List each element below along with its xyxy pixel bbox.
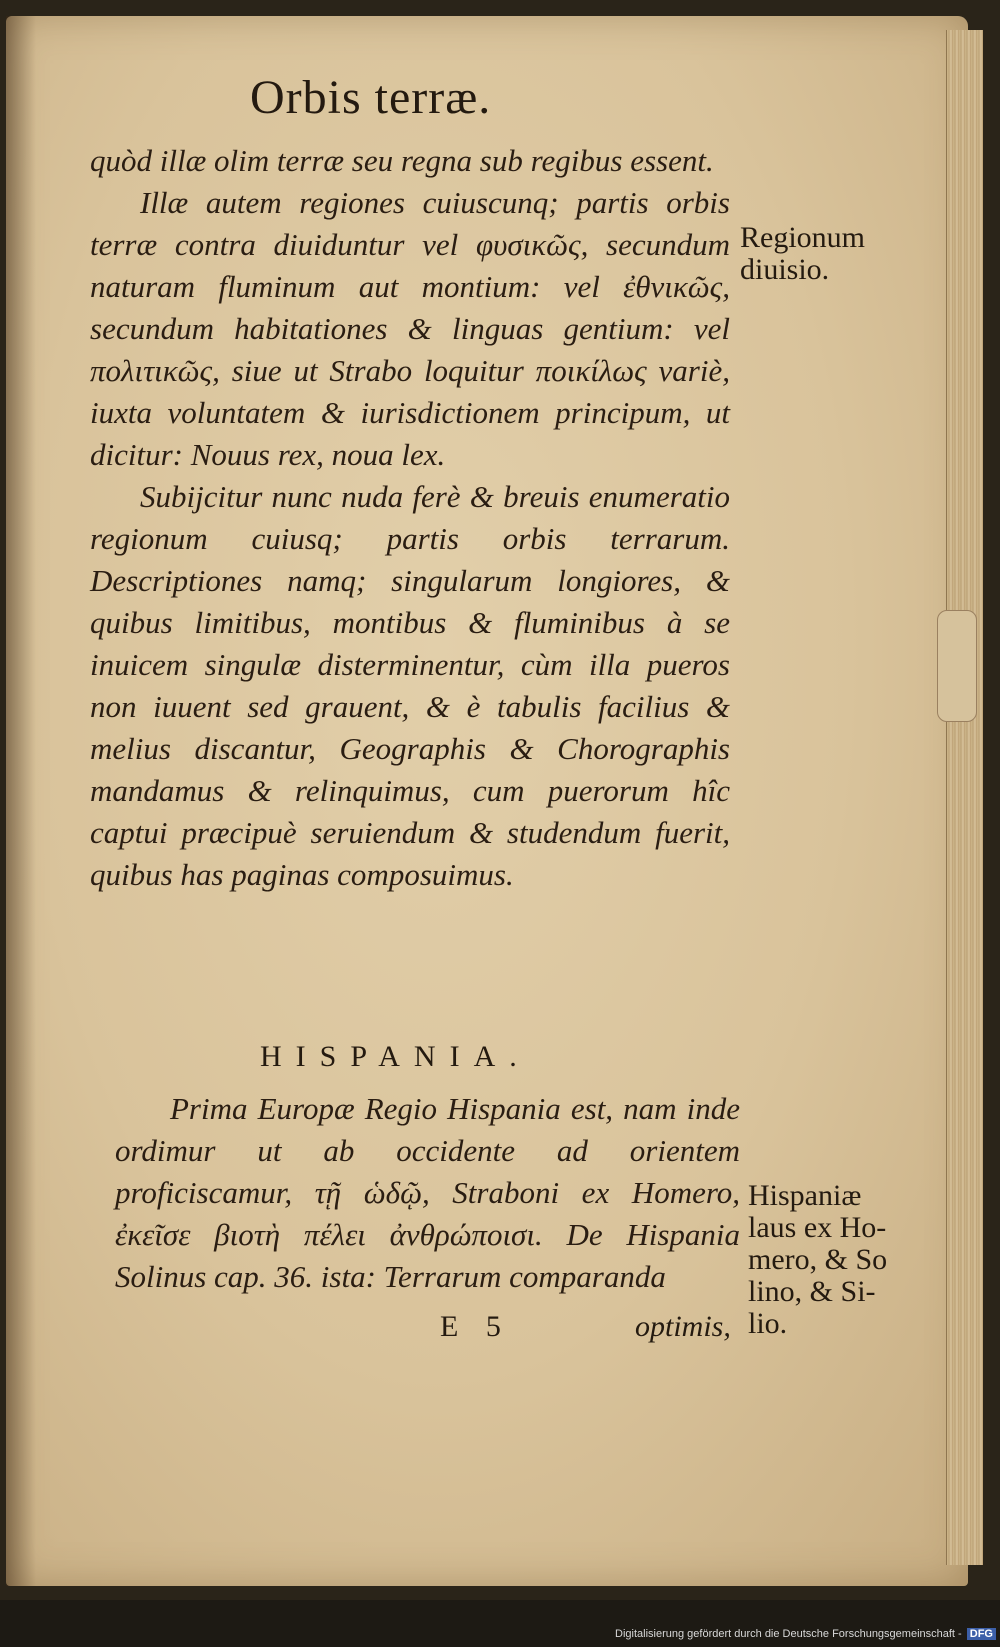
paragraph: Prima Europæ Regio Hispania est, nam inde ordimur ut ab occidente ad orientem proficiscamur, τῇ ὡδῷ, Straboni ex Homero, ἐκεῖσε βιοτὴ πέλει ἀνθρώποισι. De Hispania Solinus cap. 36. ista: Terrarum comparanda (115, 1091, 740, 1294)
marginal-note: Hispaniæ laus ex Ho- mero, & So lino, & Si- lio. (748, 1179, 888, 1340)
marginal-note: Regionum diuisio. (740, 221, 865, 286)
paragraph: Subijcitur nunc nuda ferè & breuis enumeratio regionum cuiusq; partis orbis terrarum. Descriptiones namq; singularum longiores, & quibus limitibus, montibus & fluminibus à se inuicem singulæ disterminentur, cùm illa pueros non iuuent sed grauent, & è tabulis facilius & melius discantur, Geographis & Chorographis mandamus & relinquimus, cum puerorum hîc captui præcipuè seruiendum & studendum fuerit, quibus has paginas composuimus. (90, 479, 730, 892)
page-edges (946, 30, 983, 1565)
spine-shadow (6, 16, 36, 1586)
signature-mark: E 5 (440, 1310, 511, 1343)
dfg-logo[interactable]: DFG (967, 1628, 996, 1640)
footer-credit-text: Digitalisierung gefördert durch die Deutsche Forschungsgemeinschaft - (615, 1628, 962, 1640)
section-title: HISPANIA. (260, 1040, 531, 1073)
footer-credit (615, 1628, 996, 1640)
catchword: optimis, (635, 1310, 731, 1343)
paragraph: quòd illæ olim terræ seu regna sub regibus essent. (90, 143, 714, 178)
bookmark-tab (937, 610, 977, 722)
paragraph: Illæ autem regiones cuiuscunq; partis orbis terræ contra diuiduntur vel φυσικῶς, secundum naturam fluminum aut montium: vel ἐθνικῶς, secundum habitationes & linguas gentium: vel πολιτικῶς, siue ut Strabo loquitur ποικίλως variè, iuxta voluntatem & iurisdictionem principum, ut dicitur: Nouus rex, noua lex. (90, 185, 730, 472)
running-head: Orbis terræ. (250, 71, 492, 124)
main-text (90, 140, 730, 896)
section-text (115, 1088, 740, 1298)
